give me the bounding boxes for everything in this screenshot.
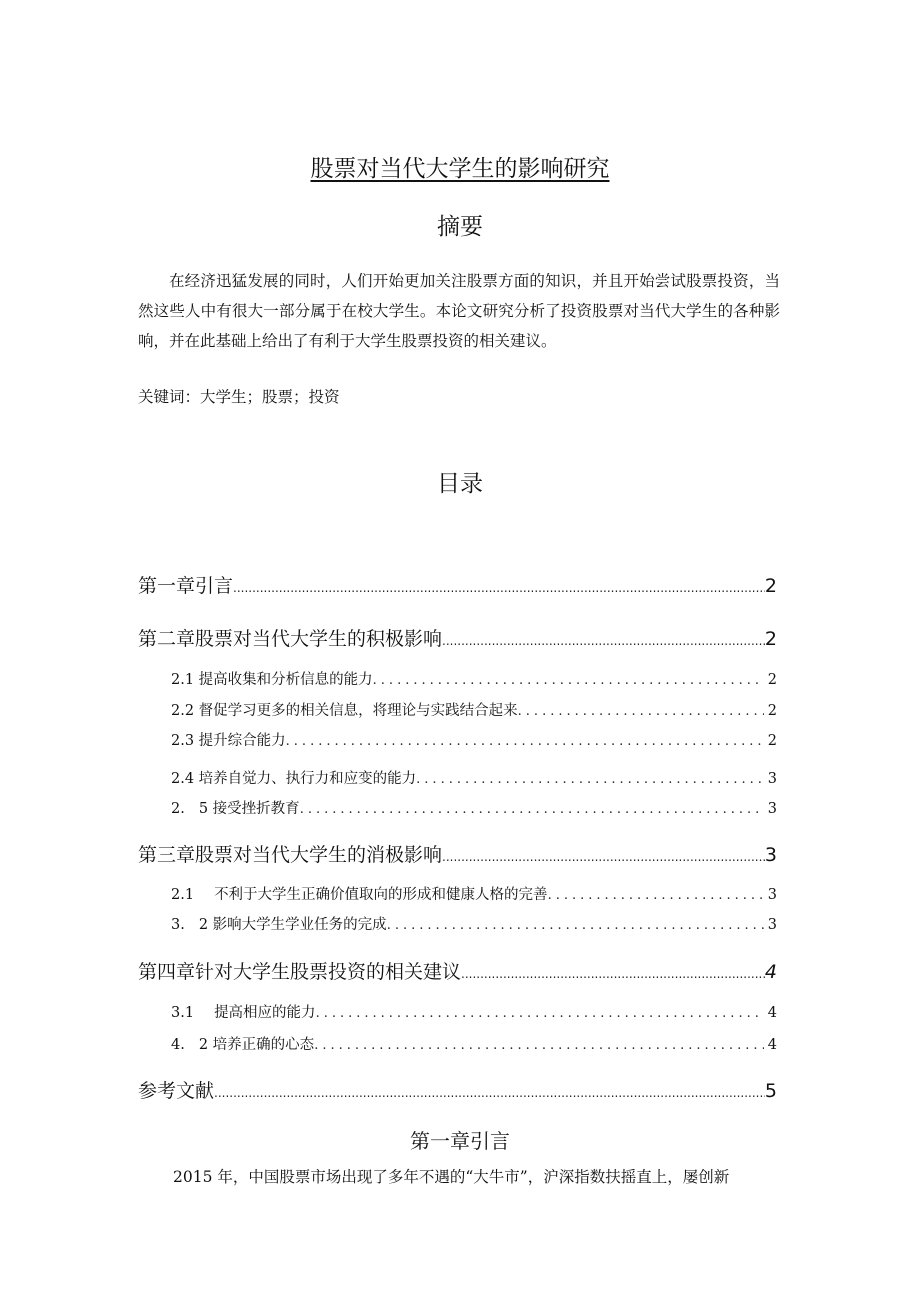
toc-leader-dots — [316, 1006, 764, 1021]
toc-entry-page: 2 — [767, 733, 777, 749]
toc-entry-number: 2.1 — [171, 887, 195, 903]
toc-entry-page: 3 — [767, 887, 777, 903]
document-title: 股票对当代大学生的影响研究 — [310, 156, 610, 182]
toc-entry-page: 4 — [767, 1037, 777, 1053]
toc-entry-label — [171, 883, 548, 904]
toc-entry-text: 2 培养正确的心态 — [198, 1037, 315, 1053]
toc-entry-page: 2 — [764, 575, 777, 597]
toc-entry-text: 2 影响大学生学业任务的完成 — [198, 917, 387, 933]
toc-entry-page: 3 — [764, 844, 777, 866]
toc-leader-dots — [233, 581, 765, 595]
toc-entry-number: 4. — [171, 1037, 185, 1053]
toc-entry-page: 4 — [764, 961, 777, 983]
toc-entry-label: 第三章股票对当代大学生的消极影响 — [138, 844, 443, 866]
toc-leader-dots — [300, 802, 764, 817]
toc-leader-dots — [214, 1086, 765, 1100]
toc-leader-dots — [416, 772, 764, 787]
toc-entry-page: 5 — [764, 1080, 777, 1102]
toc-entry-section-2-2[interactable] — [171, 699, 777, 720]
toc-entry-page: 2 — [767, 703, 777, 719]
toc-entry-chapter-4[interactable] — [138, 957, 777, 984]
toc-entry-label: 第一章引言 — [138, 575, 234, 597]
toc-entry-label — [171, 913, 387, 934]
toc-heading: 目录 — [437, 471, 483, 497]
toc-entry-label — [171, 1033, 314, 1054]
toc-entry-label — [171, 1001, 316, 1022]
toc-entry-text: 不利于大学生正确价值取向的形成和健康人格的完善 — [214, 887, 548, 903]
toc-entry-page: 2 — [767, 672, 777, 688]
abstract-paragraph: 在经济迅猛发展的同时，人们开始更加关注股票方面的知识，并且开始尝试股票投资，当然这些人中有很大一部分属于在校大学生。本论文研究分析了投资股票对当代大学生的各种影响，并在此基础上给出了有利于大学生股票投资的相关建议。 — [138, 272, 780, 350]
toc-entry-section-4-1[interactable] — [171, 1001, 777, 1022]
toc-leader-dots — [518, 704, 764, 719]
toc-entry-page: 3 — [767, 801, 777, 817]
toc-entry-section-2-3[interactable] — [171, 729, 777, 750]
toc-leader-dots — [314, 1038, 764, 1053]
toc-leader-dots — [387, 918, 764, 933]
toc-entry-label — [171, 797, 300, 818]
toc-entry-references[interactable] — [138, 1076, 777, 1103]
toc-entry-label: 第四章针对大学生股票投资的相关建议 — [138, 961, 462, 983]
toc-entry-label: 2.2 督促学习更多的相关信息，将理论与实践结合起来 — [171, 703, 518, 719]
toc-entry-section-2-5[interactable] — [171, 797, 777, 818]
toc-entry-number: 3.1 — [171, 1005, 195, 1021]
toc-entry-label: 2.4 培养自觉力、执行力和应变的能力 — [171, 771, 417, 787]
toc-leader-dots — [461, 967, 765, 981]
abstract-heading: 摘要 — [437, 214, 483, 240]
toc-entry-label: 2.1 提高收集和分析信息的能力 — [171, 672, 373, 688]
toc-entry-text: 5 接受挫折教育 — [198, 801, 300, 817]
chapter-1-heading: 第一章引言 — [410, 1129, 510, 1153]
toc-entry-section-2-1[interactable] — [171, 668, 777, 689]
toc-leader-dots — [548, 888, 764, 903]
toc-leader-dots — [373, 673, 764, 688]
toc-leader-dots — [442, 634, 765, 648]
toc-entry-label: 第二章股票对当代大学生的积极影响 — [138, 628, 443, 650]
toc-entry-section-4-2[interactable] — [171, 1033, 777, 1054]
toc-entry-section-3-1[interactable] — [171, 883, 777, 904]
toc-entry-number: 2. — [171, 801, 185, 817]
toc-leader-dots — [286, 734, 764, 749]
toc-entry-chapter-1[interactable] — [138, 571, 777, 598]
toc-entry-number: 3. — [171, 917, 185, 933]
toc-entry-chapter-3[interactable] — [138, 840, 777, 867]
chapter-1-first-line: 2015 年，中国股票市场出现了多年不遇的“大牛市”，沪深指数扶摇直上，屡创新 — [173, 1168, 730, 1186]
toc-entry-page: 3 — [767, 771, 777, 787]
toc-entry-page: 2 — [764, 628, 777, 650]
toc-entry-section-2-4[interactable] — [171, 767, 777, 788]
toc-leader-dots — [442, 850, 765, 864]
keywords-line: 关键词：大学生；股票；投资 — [138, 388, 340, 406]
toc-entry-label: 2.3 提升综合能力 — [171, 733, 286, 749]
toc-entry-section-3-2[interactable] — [171, 913, 777, 934]
toc-entry-text: 提高相应的能力 — [214, 1005, 316, 1021]
toc-entry-page: 3 — [767, 917, 777, 933]
toc-entry-page: 4 — [767, 1005, 777, 1021]
toc-entry-chapter-2[interactable] — [138, 624, 777, 651]
toc-entry-label: 参考文献 — [138, 1080, 215, 1102]
